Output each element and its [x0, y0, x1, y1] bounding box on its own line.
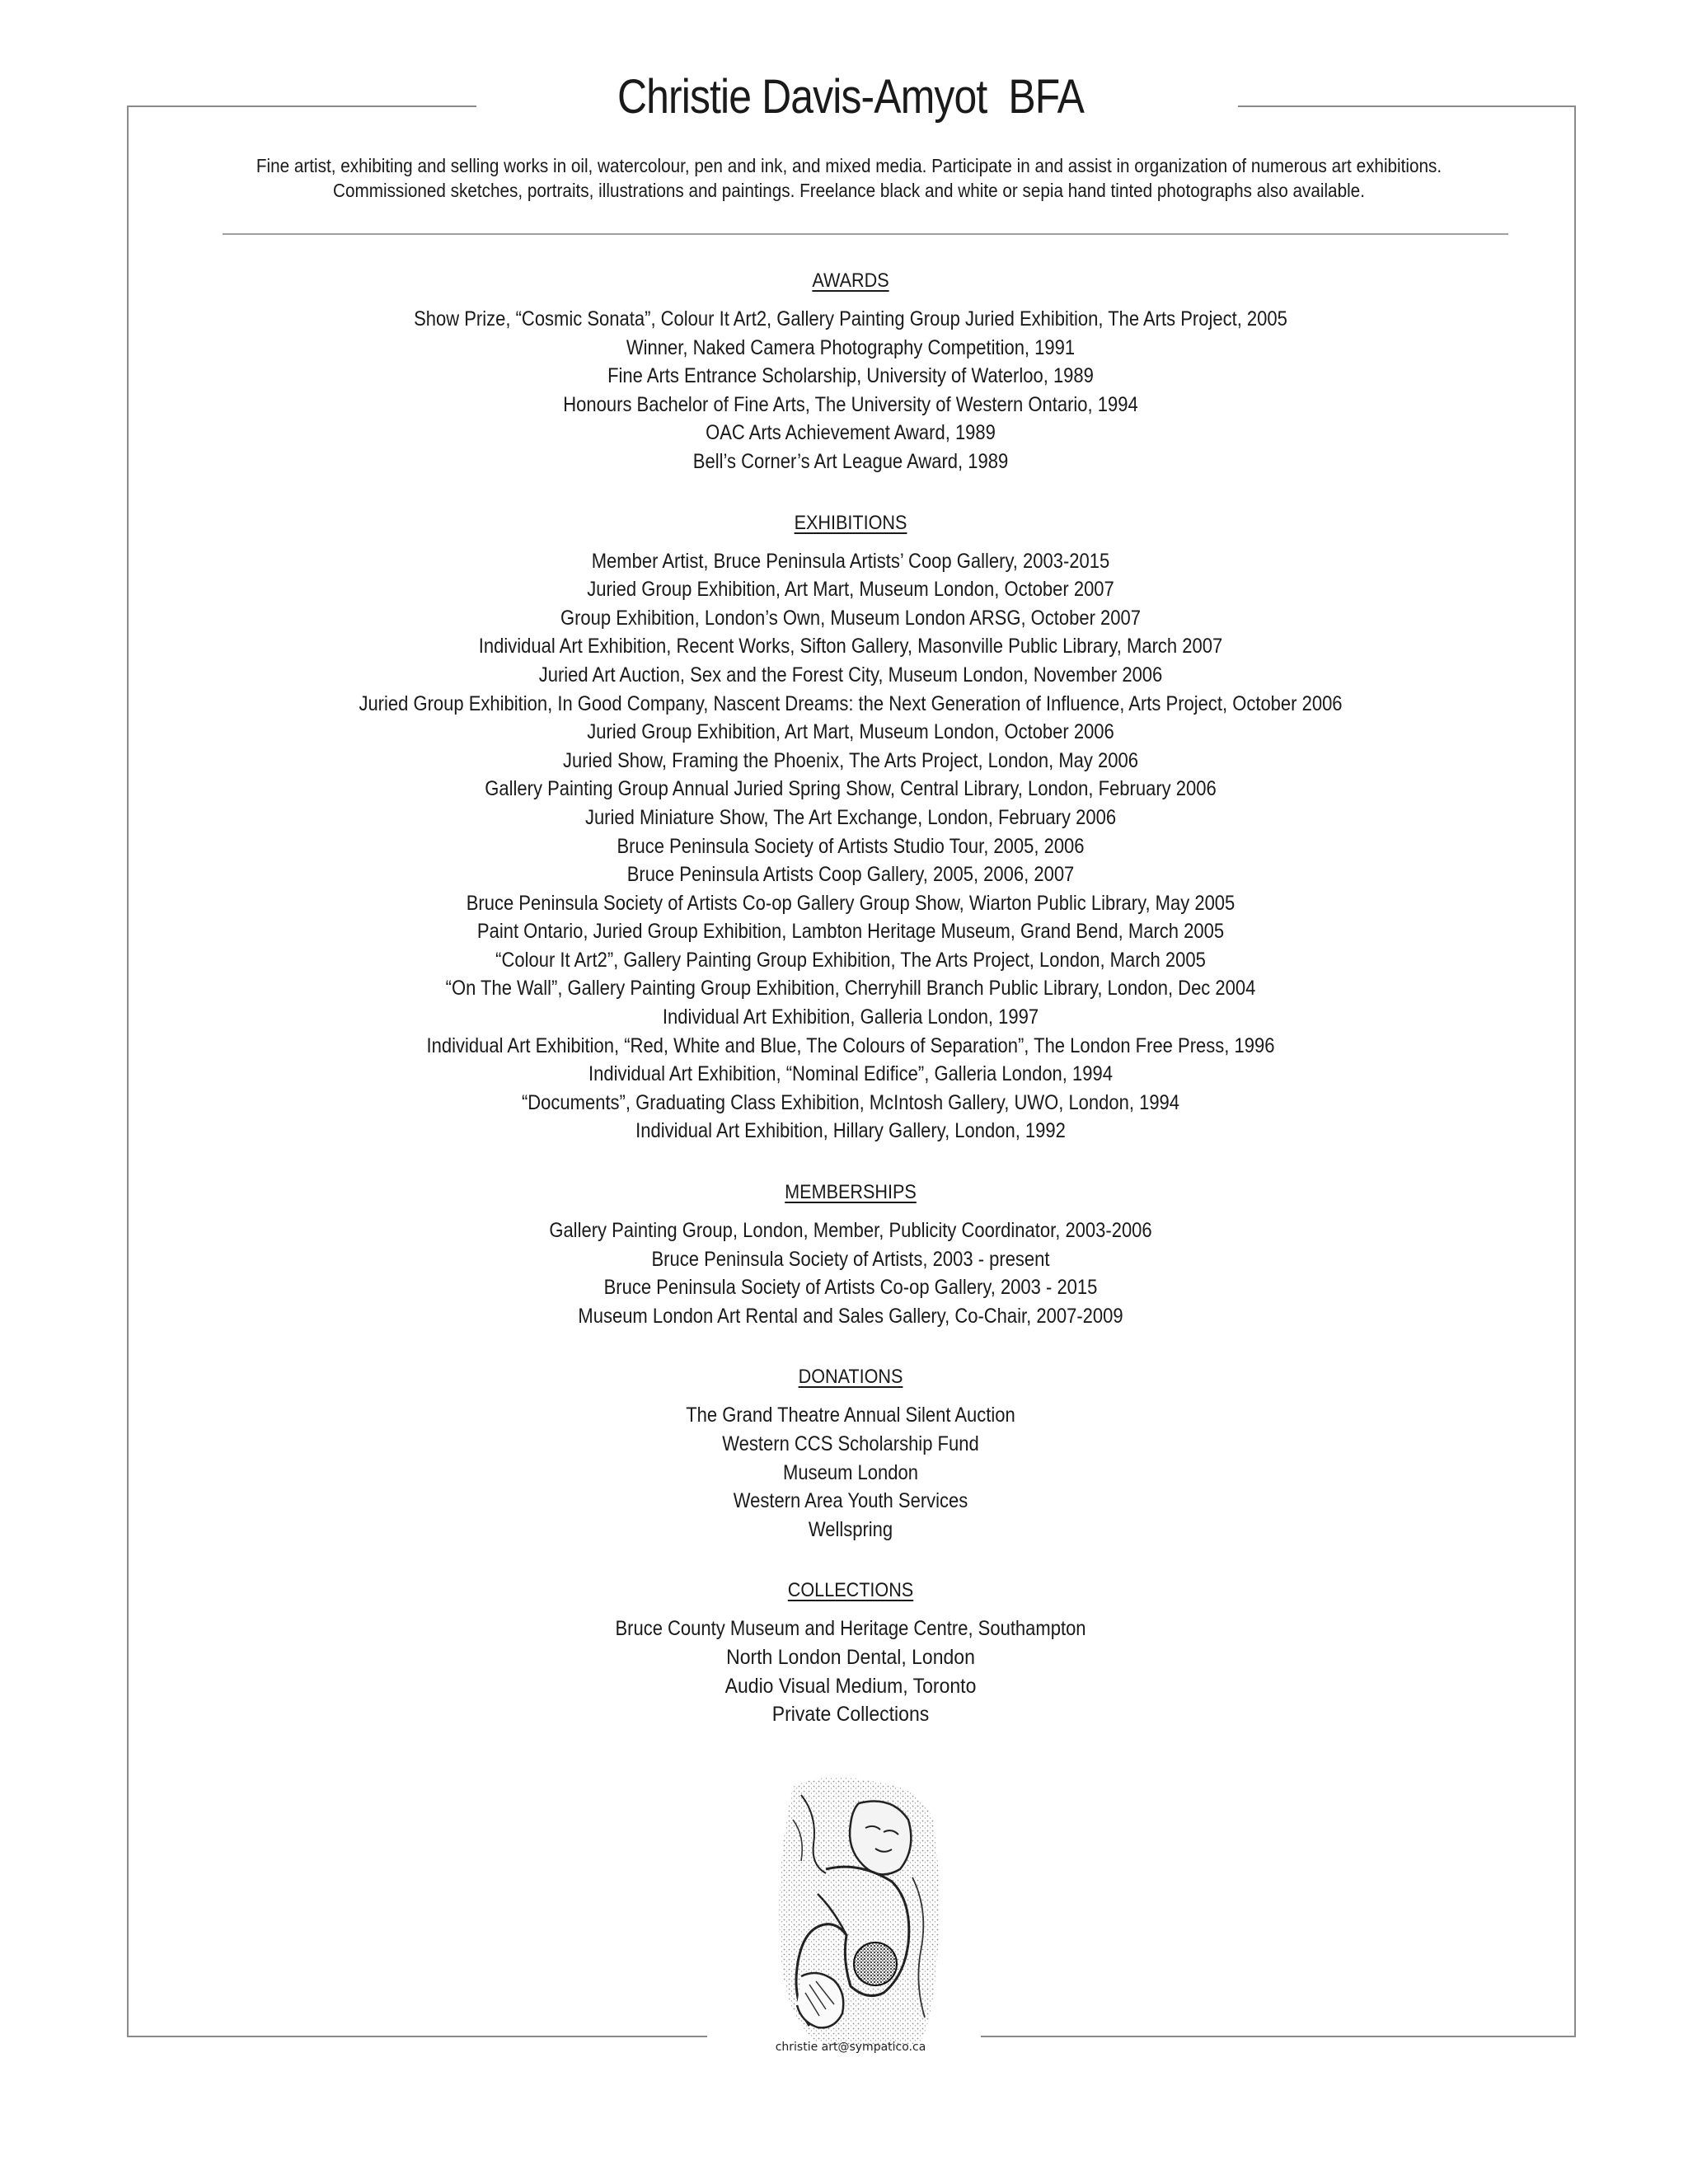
awards-section [0, 267, 1688, 476]
exhibition-item: Individual Art Exhibition, Recent Works, Sifton Gallery, Masonville Public Library, March 2007 [478, 635, 1223, 658]
award-item: Fine Arts Entrance Scholarship, University of Waterloo, 1989 [607, 364, 1094, 388]
collection-item: Private Collections [771, 1703, 930, 1727]
exhibition-item: Juried Group Exhibition, In Good Company, Nascent Dreams: the Next Generation of Influence, Arts Project, October 2006 [359, 691, 1343, 715]
exhibition-item: “Colour It Art2”, Gallery Painting Group Exhibition, The Arts Project, London, March 2005 [495, 948, 1206, 972]
award-item: Bell’s Corner’s Art League Award, 1989 [692, 449, 1009, 473]
exhibition-item: Bruce Peninsula Society of Artists Studio Tour, 2005, 2006 [617, 834, 1085, 858]
donation-item: The Grand Theatre Annual Silent Auction [686, 1404, 1015, 1427]
exhibition-item: Individual Art Exhibition, “Nominal Edifice”, Galleria London, 1994 [588, 1062, 1113, 1086]
exhibition-item: Juried Show, Framing the Phoenix, The Arts Project, London, May 2006 [563, 748, 1138, 772]
exhibitions-heading: EXHIBITIONS [794, 511, 907, 534]
exhibition-item: Group Exhibition, London’s Own, Museum London ARSG, October 2007 [560, 606, 1141, 630]
awards-heading: AWARDS [812, 269, 889, 292]
exhibition-item: “Documents”, Graduating Class Exhibition, McIntosh Gallery, UWO, London, 1994 [521, 1090, 1180, 1114]
donation-item: Western Area Youth Services [733, 1489, 968, 1513]
award-item: Show Prize, “Cosmic Sonata”, Colour It Art2, Gallery Painting Group Juried Exhibition, The Arts Project, 2005 [414, 307, 1287, 330]
exhibition-item: Gallery Painting Group Annual Juried Spring Show, Central Library, London, February 2006 [485, 777, 1217, 801]
frame-bottom-right-border [981, 2036, 1576, 2037]
exhibition-item: Juried Miniature Show, The Art Exchange, London, February 2006 [584, 805, 1117, 829]
award-item: OAC Arts Achievement Award, 1989 [706, 421, 996, 445]
page-title: Christie Davis-Amyot BFA [617, 70, 1085, 124]
collection-item: Bruce County Museum and Heritage Centre, Southampton [615, 1617, 1086, 1641]
exhibition-item: Individual Art Exhibition, “Red, White and Blue, The Colours of Separation”, The London Free Press, 1996 [426, 1033, 1275, 1057]
exhibition-item: Member Artist, Bruce Peninsula Artists’ Coop Gallery, 2003-2015 [591, 549, 1110, 573]
award-item: Winner, Naked Camera Photography Competition, 1991 [626, 335, 1076, 359]
logo-caption: christie art@sympatico.ca [775, 2041, 926, 2054]
exhibition-item: Individual Art Exhibition, Galleria London, 1997 [662, 1005, 1039, 1029]
donations-heading: DONATIONS [798, 1366, 903, 1389]
intro-line-1: Fine artist, exhibiting and selling works in oil, watercolour, pen and ink, and mixed media. Participate in and assist in organization of numerous art exhibitions. [256, 155, 1442, 176]
memberships-heading: MEMBERSHIPS [785, 1181, 917, 1204]
intro-paragraph [218, 153, 1479, 203]
resume-content [0, 267, 1688, 1762]
membership-item: Bruce Peninsula Society of Artists, 2003 - present [651, 1247, 1050, 1271]
memberships-section [0, 1179, 1688, 1330]
donation-item: Museum London [783, 1460, 918, 1484]
exhibition-item: Paint Ontario, Juried Group Exhibition, Lambton Heritage Museum, Grand Bend, March 2005 [476, 920, 1225, 944]
exhibition-item: Bruce Peninsula Society of Artists Co-op Gallery Group Show, Wiarton Public Library, May 2005 [466, 891, 1236, 915]
donations-section [0, 1363, 1688, 1544]
exhibition-item: “On The Wall”, Gallery Painting Group Exhibition, Cherryhill Branch Public Library, London, Dec 2004 [445, 977, 1256, 1001]
intro-line-2: Commissioned sketches, portraits, illustrations and paintings. Freelance black and white or sepia hand tinted photographs also available. [333, 180, 1365, 201]
header-divider [223, 233, 1508, 235]
frame-bottom-left-border [127, 2036, 707, 2037]
award-item: Honours Bachelor of Fine Arts, The University of Western Ontario, 1994 [563, 392, 1138, 416]
collections-heading: COLLECTIONS [787, 1579, 914, 1602]
exhibition-item: Individual Art Exhibition, Hillary Gallery, London, 1992 [635, 1119, 1066, 1143]
exhibition-item: Juried Group Exhibition, Art Mart, Museum London, October 2006 [587, 720, 1114, 744]
donation-item: Wellspring [808, 1517, 893, 1541]
membership-item: Museum London Art Rental and Sales Gallery, Co-Chair, 2007-2009 [578, 1304, 1123, 1328]
collections-section [0, 1577, 1688, 1728]
collection-item: North London Dental, London [726, 1645, 975, 1669]
collection-item: Audio Visual Medium, Toronto [724, 1674, 977, 1698]
artist-sketch-logo-icon [768, 1770, 950, 2060]
exhibition-item: Bruce Peninsula Artists Coop Gallery, 2005, 2006, 2007 [626, 863, 1075, 887]
donation-item: Western CCS Scholarship Fund [722, 1432, 979, 1455]
membership-item: Bruce Peninsula Society of Artists Co-op Gallery, 2003 - 2015 [603, 1276, 1098, 1300]
exhibition-item: Juried Group Exhibition, Art Mart, Museum London, October 2007 [587, 578, 1114, 602]
exhibitions-section [0, 509, 1688, 1146]
exhibition-item: Juried Art Auction, Sex and the Forest City, Museum London, November 2006 [538, 663, 1163, 687]
membership-item: Gallery Painting Group, London, Member, Publicity Coordinator, 2003-2006 [549, 1219, 1152, 1243]
